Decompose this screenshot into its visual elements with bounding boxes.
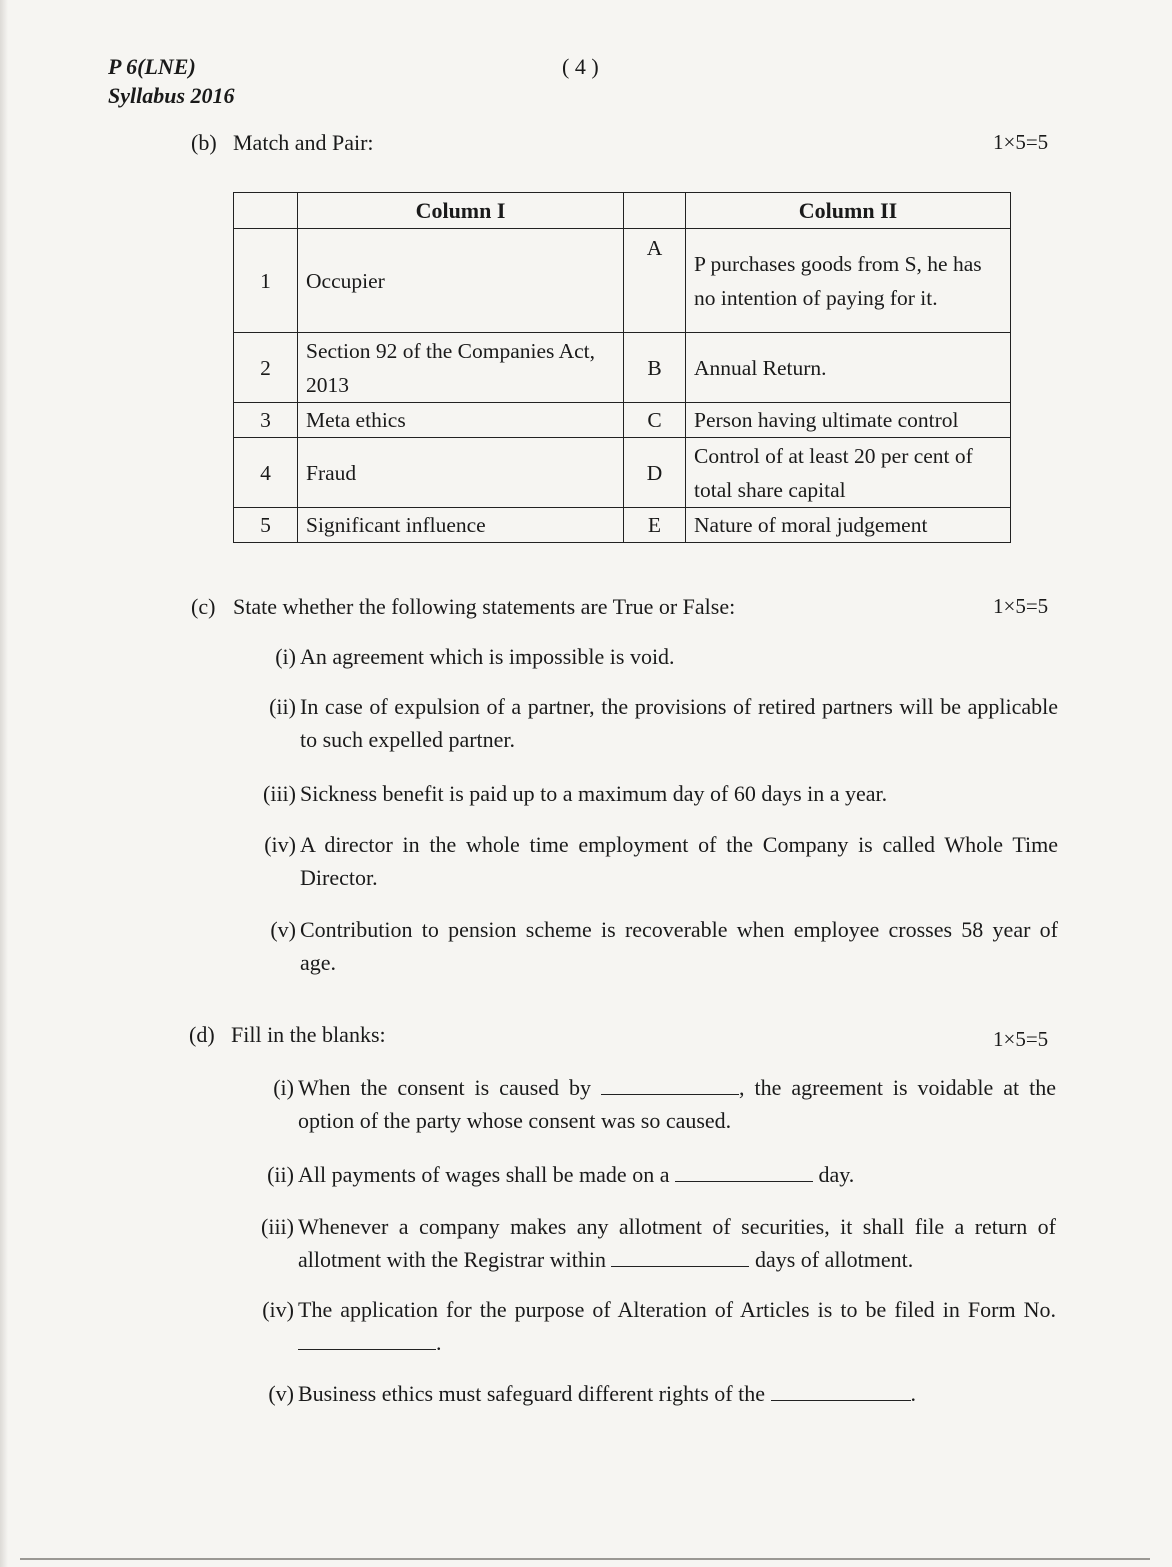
section-b-title: Match and Pair: [233, 130, 374, 155]
item-text: Contribution to pension scheme is recoverable when employee crosses 58 year of age. [300, 917, 1058, 975]
item-text: Whenever a company makes any allotment of securities, it shall file a return of allotment with the Registrar within days of allotment. [298, 1214, 1056, 1272]
column-1-cell: Meta ethics [298, 403, 624, 438]
item-number: (iii) [263, 781, 296, 806]
row-number: 4 [234, 438, 298, 508]
item-text: An agreement which is impossible is void. [300, 644, 675, 669]
column-2-cell: Person having ultimate control [686, 403, 1011, 438]
table-row [234, 333, 1011, 403]
answer-blank[interactable] [675, 1161, 813, 1182]
column-2-cell: P purchases goods from S, he has no intention of paying for it. [686, 229, 1011, 333]
item-text: In case of expulsion of a partner, the provisions of retired partners will be applicable to such expelled partner. [300, 694, 1058, 752]
item-number: (v) [268, 1381, 294, 1406]
row-letter: D [624, 438, 686, 508]
table-row [234, 508, 1011, 543]
column-1-header: Column I [298, 193, 624, 229]
section-c-label: (c) [191, 594, 216, 619]
item-text: All payments of wages shall be made on a day. [298, 1162, 855, 1187]
section-b-marks: 1×5=5 [993, 130, 1049, 154]
item-text: Sickness benefit is paid up to a maximum day of 60 days in a year. [300, 781, 888, 806]
row-number: 5 [234, 508, 298, 543]
item-number: (i) [275, 644, 296, 669]
column-1-cell: Significant influence [298, 508, 624, 543]
item-number: (i) [273, 1075, 294, 1100]
paper-code: P 6(LNE) [108, 54, 196, 79]
column-2-header: Column II [686, 193, 1011, 229]
table-row [234, 229, 1011, 333]
section-c-title: State whether the following statements are True or False: [233, 594, 736, 619]
row-number: 2 [234, 333, 298, 403]
header-blank-cell [234, 193, 298, 229]
answer-blank[interactable] [298, 1329, 436, 1350]
section-b-label: (b) [191, 130, 217, 155]
column-2-cell: Control of at least 20 per cent of total share capital [686, 438, 1011, 508]
table-row [234, 403, 1011, 438]
item-text: Business ethics must safeguard different rights of the . [298, 1381, 916, 1406]
row-number: 3 [234, 403, 298, 438]
section-d-title: Fill in the blanks: [231, 1022, 386, 1047]
page-number: ( 4 ) [562, 54, 599, 79]
header-blank-cell [624, 193, 686, 229]
section-d-marks: 1×5=5 [993, 1027, 1049, 1051]
column-2-cell: Nature of moral judgement [686, 508, 1011, 543]
item-text: When the consent is caused by , the agreement is voidable at the option of the party whose consent was so caused. [298, 1075, 1057, 1133]
scan-edge-shadow [0, 0, 8, 1567]
row-letter: B [624, 333, 686, 403]
row-letter: E [624, 508, 686, 543]
column-2-cell: Annual Return. [686, 333, 1011, 403]
section-d-label: (d) [189, 1022, 215, 1047]
item-number: (iv) [262, 1297, 294, 1322]
item-number: (v) [270, 917, 296, 942]
table-header-row [234, 193, 1011, 229]
answer-blank[interactable] [601, 1074, 739, 1095]
item-number: (ii) [269, 694, 296, 719]
column-1-cell: Section 92 of the Companies Act, 2013 [298, 333, 624, 403]
row-letter: A [624, 229, 686, 333]
row-number: 1 [234, 229, 298, 333]
item-text: A director in the whole time employment of the Company is called Whole Time Director. [300, 832, 1058, 890]
section-c-marks: 1×5=5 [993, 594, 1049, 618]
match-pair-table [233, 192, 1011, 543]
item-number: (iv) [264, 832, 296, 857]
answer-blank[interactable] [611, 1246, 749, 1267]
scan-bottom-edge [20, 1558, 1150, 1560]
answer-blank[interactable] [771, 1380, 911, 1401]
syllabus-year: Syllabus 2016 [108, 83, 235, 108]
column-1-cell: Fraud [298, 438, 624, 508]
item-text: The application for the purpose of Alteration of Articles is to be filed in Form No. . [298, 1297, 1056, 1355]
item-number: (ii) [267, 1162, 294, 1187]
column-1-cell: Occupier [298, 229, 624, 333]
item-number: (iii) [261, 1214, 294, 1239]
row-letter: C [624, 403, 686, 438]
table-row [234, 438, 1011, 508]
